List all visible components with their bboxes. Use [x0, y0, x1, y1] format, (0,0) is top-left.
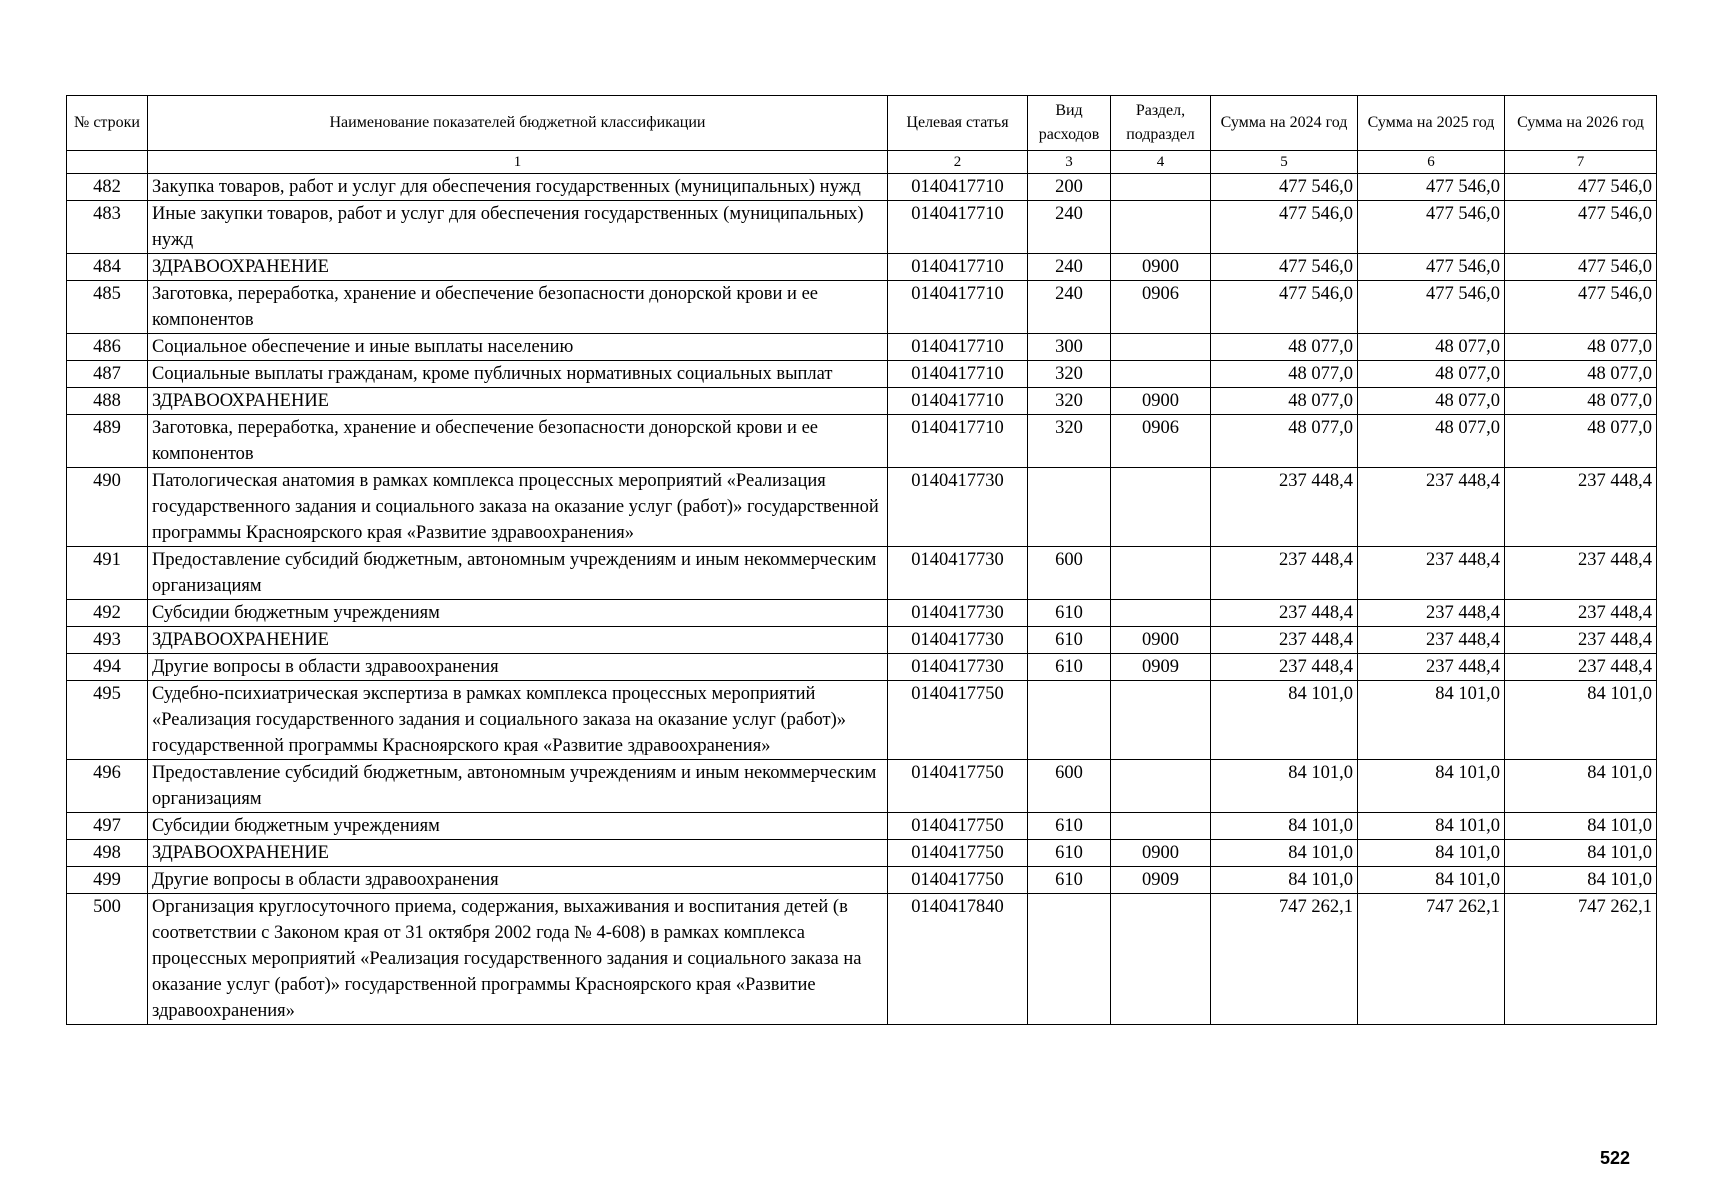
sum-2024-cell: 237 448,4	[1211, 654, 1358, 681]
section-cell	[1111, 468, 1211, 547]
target-article-cell: 0140417710	[888, 254, 1028, 281]
page-number: 522	[1600, 1148, 1631, 1168]
row-number-cell: 483	[67, 201, 148, 254]
sum-2026-cell: 48 077,0	[1505, 388, 1657, 415]
row-number-cell: 484	[67, 254, 148, 281]
target-article-cell: 0140417730	[888, 547, 1028, 600]
sum-2025-cell: 237 448,4	[1358, 547, 1505, 600]
row-number-cell: 492	[67, 600, 148, 627]
row-name-cell: Другие вопросы в области здравоохранения	[148, 654, 888, 681]
expense-kind-cell: 610	[1028, 813, 1111, 840]
row-number-cell: 487	[67, 361, 148, 388]
row-number-cell: 499	[67, 867, 148, 894]
target-article-cell: 0140417750	[888, 760, 1028, 813]
sum-2025-cell: 48 077,0	[1358, 334, 1505, 361]
row-number-cell: 493	[67, 627, 148, 654]
sum-2026-cell: 237 448,4	[1505, 600, 1657, 627]
row-number-cell: 490	[67, 468, 148, 547]
row-name-cell: Судебно-психиатрическая экспертиза в рамках комплекса процессных мероприятий «Реализация государственного задания и социального заказа на оказание услуг (работ)» государственной программы Красноярского края «Развитие здравоохранения»	[148, 681, 888, 760]
sum-2025-cell: 237 448,4	[1358, 627, 1505, 654]
sum-2026-cell: 48 077,0	[1505, 361, 1657, 388]
sum-2026-cell: 84 101,0	[1505, 867, 1657, 894]
row-number-cell: 494	[67, 654, 148, 681]
table-row	[67, 388, 1657, 415]
target-article-cell: 0140417710	[888, 361, 1028, 388]
target-article-cell: 0140417730	[888, 654, 1028, 681]
sum-2025-cell: 84 101,0	[1358, 813, 1505, 840]
sum-2025-cell: 477 546,0	[1358, 174, 1505, 201]
column-number: 6	[1358, 151, 1505, 174]
sum-2024-cell: 84 101,0	[1211, 840, 1358, 867]
table-row	[67, 254, 1657, 281]
section-cell	[1111, 174, 1211, 201]
sum-2026-cell: 84 101,0	[1505, 840, 1657, 867]
row-name-cell: Субсидии бюджетным учреждениям	[148, 600, 888, 627]
sum-2026-cell: 237 448,4	[1505, 654, 1657, 681]
row-name-cell: Иные закупки товаров, работ и услуг для обеспечения государственных (муниципальных) нужд	[148, 201, 888, 254]
sum-2024-cell: 48 077,0	[1211, 415, 1358, 468]
sum-2026-cell: 237 448,4	[1505, 468, 1657, 547]
section-cell	[1111, 600, 1211, 627]
column-number: 2	[888, 151, 1028, 174]
header-sum-2025: Сумма на 2025 год	[1358, 96, 1505, 151]
table-row	[67, 600, 1657, 627]
row-name-cell: Субсидии бюджетным учреждениям	[148, 813, 888, 840]
target-article-cell: 0140417710	[888, 174, 1028, 201]
row-number-cell: 500	[67, 894, 148, 1025]
section-cell: 0909	[1111, 654, 1211, 681]
section-cell: 0909	[1111, 867, 1211, 894]
table-row	[67, 627, 1657, 654]
table-row	[67, 654, 1657, 681]
row-name-cell: Закупка товаров, работ и услуг для обеспечения государственных (муниципальных) нужд	[148, 174, 888, 201]
sum-2025-cell: 84 101,0	[1358, 681, 1505, 760]
sum-2024-cell: 237 448,4	[1211, 600, 1358, 627]
expense-kind-cell: 240	[1028, 254, 1111, 281]
expense-kind-cell: 610	[1028, 867, 1111, 894]
row-name-cell: Заготовка, переработка, хранение и обеспечение безопасности донорской крови и ее компонентов	[148, 415, 888, 468]
table-row	[67, 760, 1657, 813]
sum-2024-cell: 84 101,0	[1211, 760, 1358, 813]
sum-2025-cell: 48 077,0	[1358, 388, 1505, 415]
target-article-cell: 0140417840	[888, 894, 1028, 1025]
target-article-cell: 0140417710	[888, 201, 1028, 254]
sum-2026-cell: 747 262,1	[1505, 894, 1657, 1025]
sum-2024-cell: 84 101,0	[1211, 813, 1358, 840]
sum-2025-cell: 48 077,0	[1358, 361, 1505, 388]
expense-kind-cell: 600	[1028, 760, 1111, 813]
section-cell	[1111, 681, 1211, 760]
target-article-cell: 0140417710	[888, 334, 1028, 361]
target-article-cell: 0140417710	[888, 388, 1028, 415]
row-number-cell: 485	[67, 281, 148, 334]
header-target-article: Целевая статья	[888, 96, 1028, 151]
sum-2026-cell: 84 101,0	[1505, 760, 1657, 813]
column-number: 1	[148, 151, 888, 174]
sum-2026-cell: 84 101,0	[1505, 681, 1657, 760]
sum-2024-cell: 747 262,1	[1211, 894, 1358, 1025]
row-name-cell: Другие вопросы в области здравоохранения	[148, 867, 888, 894]
row-name-cell: Предоставление субсидий бюджетным, автономным учреждениям и иным некоммерческим организациям	[148, 760, 888, 813]
sum-2025-cell: 84 101,0	[1358, 840, 1505, 867]
sum-2025-cell: 237 448,4	[1358, 654, 1505, 681]
column-number: 3	[1028, 151, 1111, 174]
sum-2025-cell: 84 101,0	[1358, 760, 1505, 813]
budget-table	[66, 95, 1657, 1025]
sum-2026-cell: 48 077,0	[1505, 334, 1657, 361]
expense-kind-cell: 610	[1028, 600, 1111, 627]
row-name-cell: Патологическая анатомия в рамках комплекса процессных мероприятий «Реализация государственного задания и социального заказа на оказание услуг (работ)» государственной программы Красноярского края «Развитие здравоохранения»	[148, 468, 888, 547]
table-header-row	[67, 96, 1657, 151]
target-article-cell: 0140417750	[888, 867, 1028, 894]
sum-2025-cell: 237 448,4	[1358, 600, 1505, 627]
sum-2024-cell: 84 101,0	[1211, 867, 1358, 894]
expense-kind-cell: 610	[1028, 840, 1111, 867]
row-name-cell: Организация круглосуточного приема, содержания, выхаживания и воспитания детей (в соответствии с Законом края от 31 октября 2002 года № 4-608) в рамках комплекса процессных мероприятий «Реализация государственного задания и социального заказа на оказание услуг (работ)» государственной программы Красноярского края «Развитие здравоохранения»	[148, 894, 888, 1025]
table-row	[67, 334, 1657, 361]
row-name-cell: Социальные выплаты гражданам, кроме публичных нормативных социальных выплат	[148, 361, 888, 388]
header-sum-2026: Сумма на 2026 год	[1505, 96, 1657, 151]
sum-2024-cell: 48 077,0	[1211, 334, 1358, 361]
table-row	[67, 468, 1657, 547]
section-cell	[1111, 201, 1211, 254]
section-cell: 0906	[1111, 415, 1211, 468]
target-article-cell: 0140417750	[888, 681, 1028, 760]
expense-kind-cell: 610	[1028, 627, 1111, 654]
expense-kind-cell	[1028, 681, 1111, 760]
table-row	[67, 894, 1657, 1025]
target-article-cell: 0140417750	[888, 840, 1028, 867]
section-cell: 0900	[1111, 840, 1211, 867]
row-number-cell: 498	[67, 840, 148, 867]
section-cell: 0900	[1111, 627, 1211, 654]
expense-kind-cell: 300	[1028, 334, 1111, 361]
row-name-cell: Предоставление субсидий бюджетным, автономным учреждениям и иным некоммерческим организациям	[148, 547, 888, 600]
row-number-cell: 495	[67, 681, 148, 760]
sum-2024-cell: 477 546,0	[1211, 281, 1358, 334]
section-cell: 0906	[1111, 281, 1211, 334]
sum-2024-cell: 477 546,0	[1211, 201, 1358, 254]
sum-2025-cell: 477 546,0	[1358, 254, 1505, 281]
sum-2024-cell: 84 101,0	[1211, 681, 1358, 760]
row-number-cell: 489	[67, 415, 148, 468]
sum-2026-cell: 477 546,0	[1505, 254, 1657, 281]
expense-kind-cell: 610	[1028, 654, 1111, 681]
section-cell	[1111, 334, 1211, 361]
sum-2025-cell: 747 262,1	[1358, 894, 1505, 1025]
header-row-number: № строки	[67, 96, 148, 151]
row-number-cell: 496	[67, 760, 148, 813]
expense-kind-cell: 600	[1028, 547, 1111, 600]
target-article-cell: 0140417710	[888, 281, 1028, 334]
sum-2024-cell: 48 077,0	[1211, 361, 1358, 388]
sum-2025-cell: 477 546,0	[1358, 281, 1505, 334]
sum-2025-cell: 477 546,0	[1358, 201, 1505, 254]
sum-2024-cell: 477 546,0	[1211, 174, 1358, 201]
target-article-cell: 0140417750	[888, 813, 1028, 840]
column-number	[67, 151, 148, 174]
expense-kind-cell	[1028, 894, 1111, 1025]
sum-2024-cell: 48 077,0	[1211, 388, 1358, 415]
section-cell: 0900	[1111, 388, 1211, 415]
row-name-cell: ЗДРАВООХРАНЕНИЕ	[148, 840, 888, 867]
row-name-cell: ЗДРАВООХРАНЕНИЕ	[148, 254, 888, 281]
sum-2026-cell: 477 546,0	[1505, 201, 1657, 254]
column-number: 7	[1505, 151, 1657, 174]
expense-kind-cell: 320	[1028, 361, 1111, 388]
expense-kind-cell: 240	[1028, 281, 1111, 334]
sum-2025-cell: 48 077,0	[1358, 415, 1505, 468]
table-row	[67, 547, 1657, 600]
section-cell	[1111, 760, 1211, 813]
table-row	[67, 867, 1657, 894]
table-row	[67, 281, 1657, 334]
row-name-cell: Заготовка, переработка, хранение и обеспечение безопасности донорской крови и ее компонентов	[148, 281, 888, 334]
section-cell	[1111, 813, 1211, 840]
section-cell: 0900	[1111, 254, 1211, 281]
column-number: 4	[1111, 151, 1211, 174]
table-row	[67, 840, 1657, 867]
table-row	[67, 415, 1657, 468]
target-article-cell: 0140417730	[888, 600, 1028, 627]
expense-kind-cell: 240	[1028, 201, 1111, 254]
sum-2024-cell: 237 448,4	[1211, 627, 1358, 654]
column-number: 5	[1211, 151, 1358, 174]
table-row	[67, 174, 1657, 201]
sum-2024-cell: 237 448,4	[1211, 468, 1358, 547]
sum-2026-cell: 48 077,0	[1505, 415, 1657, 468]
table-row	[67, 681, 1657, 760]
section-cell	[1111, 361, 1211, 388]
row-number-cell: 497	[67, 813, 148, 840]
table-row	[67, 201, 1657, 254]
row-number-cell: 482	[67, 174, 148, 201]
sum-2025-cell: 84 101,0	[1358, 867, 1505, 894]
row-name-cell: ЗДРАВООХРАНЕНИЕ	[148, 388, 888, 415]
row-number-cell: 486	[67, 334, 148, 361]
row-number-cell: 491	[67, 547, 148, 600]
target-article-cell: 0140417730	[888, 468, 1028, 547]
sum-2026-cell: 477 546,0	[1505, 174, 1657, 201]
target-article-cell: 0140417730	[888, 627, 1028, 654]
table-row	[67, 361, 1657, 388]
column-number-row	[67, 151, 1657, 174]
header-sum-2024: Сумма на 2024 год	[1211, 96, 1358, 151]
table-body	[67, 174, 1657, 1025]
expense-kind-cell: 320	[1028, 415, 1111, 468]
expense-kind-cell: 320	[1028, 388, 1111, 415]
sum-2025-cell: 237 448,4	[1358, 468, 1505, 547]
sum-2026-cell: 237 448,4	[1505, 547, 1657, 600]
header-name: Наименование показателей бюджетной классификации	[148, 96, 888, 151]
sum-2024-cell: 477 546,0	[1211, 254, 1358, 281]
header-expense-kind: Вид расходов	[1028, 96, 1111, 151]
sum-2026-cell: 84 101,0	[1505, 813, 1657, 840]
section-cell	[1111, 894, 1211, 1025]
expense-kind-cell	[1028, 468, 1111, 547]
row-name-cell: ЗДРАВООХРАНЕНИЕ	[148, 627, 888, 654]
section-cell	[1111, 547, 1211, 600]
header-section: Раздел, подраздел	[1111, 96, 1211, 151]
expense-kind-cell: 200	[1028, 174, 1111, 201]
target-article-cell: 0140417710	[888, 415, 1028, 468]
sum-2026-cell: 237 448,4	[1505, 627, 1657, 654]
row-number-cell: 488	[67, 388, 148, 415]
sum-2024-cell: 237 448,4	[1211, 547, 1358, 600]
table-row	[67, 813, 1657, 840]
sum-2026-cell: 477 546,0	[1505, 281, 1657, 334]
row-name-cell: Социальное обеспечение и иные выплаты населению	[148, 334, 888, 361]
